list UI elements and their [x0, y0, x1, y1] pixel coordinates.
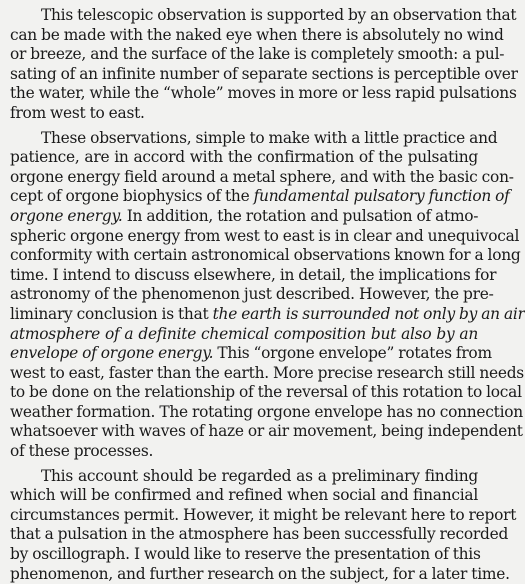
text-line: atmosphere of a definite chemical composition but also by an [10, 324, 478, 343]
text-line: whatsoever with waves of haze or air movement, being independent [10, 422, 523, 441]
text-line: spheric orgone energy from west to east is in clear and unequivocal [10, 226, 520, 245]
text-line: This account should be regarded as a preliminary finding [41, 466, 478, 485]
text-line: conformity with certain astronomical observations known for a long [10, 246, 521, 265]
text-line: orgone energy. In addition, the rotation and pulsation of atmo- [10, 206, 479, 225]
text-line: from west to east. [10, 103, 145, 122]
text-line: phenomenon, and further research on the subject, for a later time. [10, 564, 510, 583]
text-line: circumstances permit. However, it might be relevant here to report [10, 505, 517, 524]
text-line: sating of an infinite number of separate sections is perceptible over [10, 64, 518, 83]
text-line: liminary conclusion is that the earth is surrounded not only by an air [10, 304, 525, 323]
paragraph-1 [10, 6, 518, 124]
text-line: This telescopic observation is supported by an observation that [41, 6, 517, 24]
text-line: the water, while the “whole” moves in more or less rapid pulsations [10, 84, 517, 103]
text-line: west to east, faster than the earth. More precise research still needs [10, 363, 524, 382]
text-line: weather formation. The rotating orgone envelope has no connection [10, 402, 523, 421]
paragraph-2 [10, 128, 525, 462]
text-line: These observations, simple to make with a little practice and [41, 128, 498, 147]
text-line: of these processes. [10, 442, 154, 461]
text-line: astronomy of the phenomenon just described. However, the pre- [10, 285, 494, 304]
text-line: time. I intend to discuss elsewhere, in detail, the implications for [10, 265, 497, 284]
text-line: patience, are in accord with the confirmation of the pulsating [10, 148, 478, 167]
text-line: cept of orgone biophysics of the fundamental pulsatory function of [10, 187, 510, 206]
text-line: by oscillograph. I would like to reserve the presentation of this [10, 545, 481, 564]
text-line: or breeze, and the surface of the lake is completely smooth: a pul- [10, 45, 505, 64]
text-line: to be done on the relationship of the reversal of this rotation to local [10, 383, 522, 402]
text-line: can be made with the naked eye when there is absolutely no wind [10, 25, 504, 44]
text-line: envelope of orgone energy. This “orgone envelope” rotates from [10, 344, 492, 363]
text-line: orgone energy field around a metal sphere, and with the basic con- [10, 167, 514, 186]
text-line: that a pulsation in the atmosphere has been successfully recorded [10, 525, 509, 544]
paragraph-3 [10, 466, 517, 584]
text-line: which will be confirmed and refined when social and financial [10, 486, 478, 505]
